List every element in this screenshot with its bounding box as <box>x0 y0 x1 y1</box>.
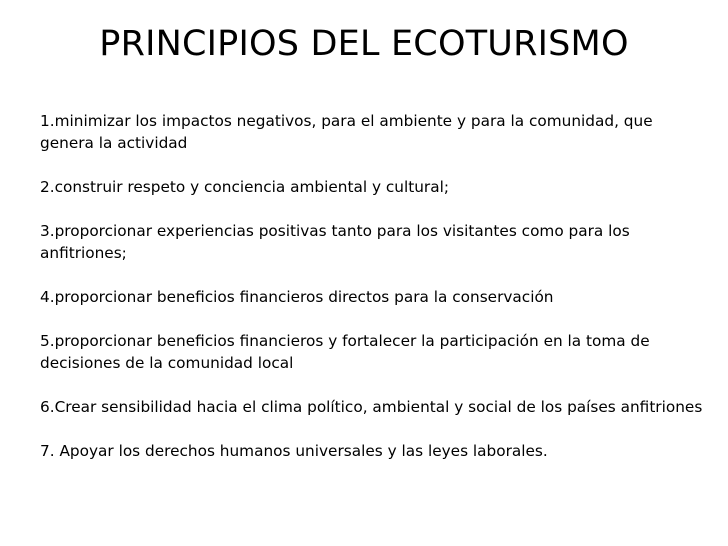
principle-item: 1.minimizar los impactos negativos, para el ambiente y para la comunidad, que genera la actividad <box>40 112 653 152</box>
slide-title: PRINCIPIOS DEL ECOTURISMO <box>99 24 629 64</box>
principle-item: 5.proporcionar beneficios financieros y fortalecer la participación en la toma de decisiones de la comunidad local <box>40 332 650 372</box>
principle-item: 4.proporcionar beneficios financieros directos para la conservación <box>40 288 554 306</box>
principle-item: 2.construir respeto y conciencia ambiental y cultural; <box>40 178 449 196</box>
principle-item: 3.proporcionar experiencias positivas tanto para los visitantes como para los anfitriones; <box>40 222 630 262</box>
principle-item: 7. Apoyar los derechos humanos universales y las leyes laborales. <box>40 442 548 460</box>
principle-item: 6.Crear sensibilidad hacia el clima político, ambiental y social de los países anfitriones <box>40 398 703 416</box>
principles-list <box>40 110 710 462</box>
